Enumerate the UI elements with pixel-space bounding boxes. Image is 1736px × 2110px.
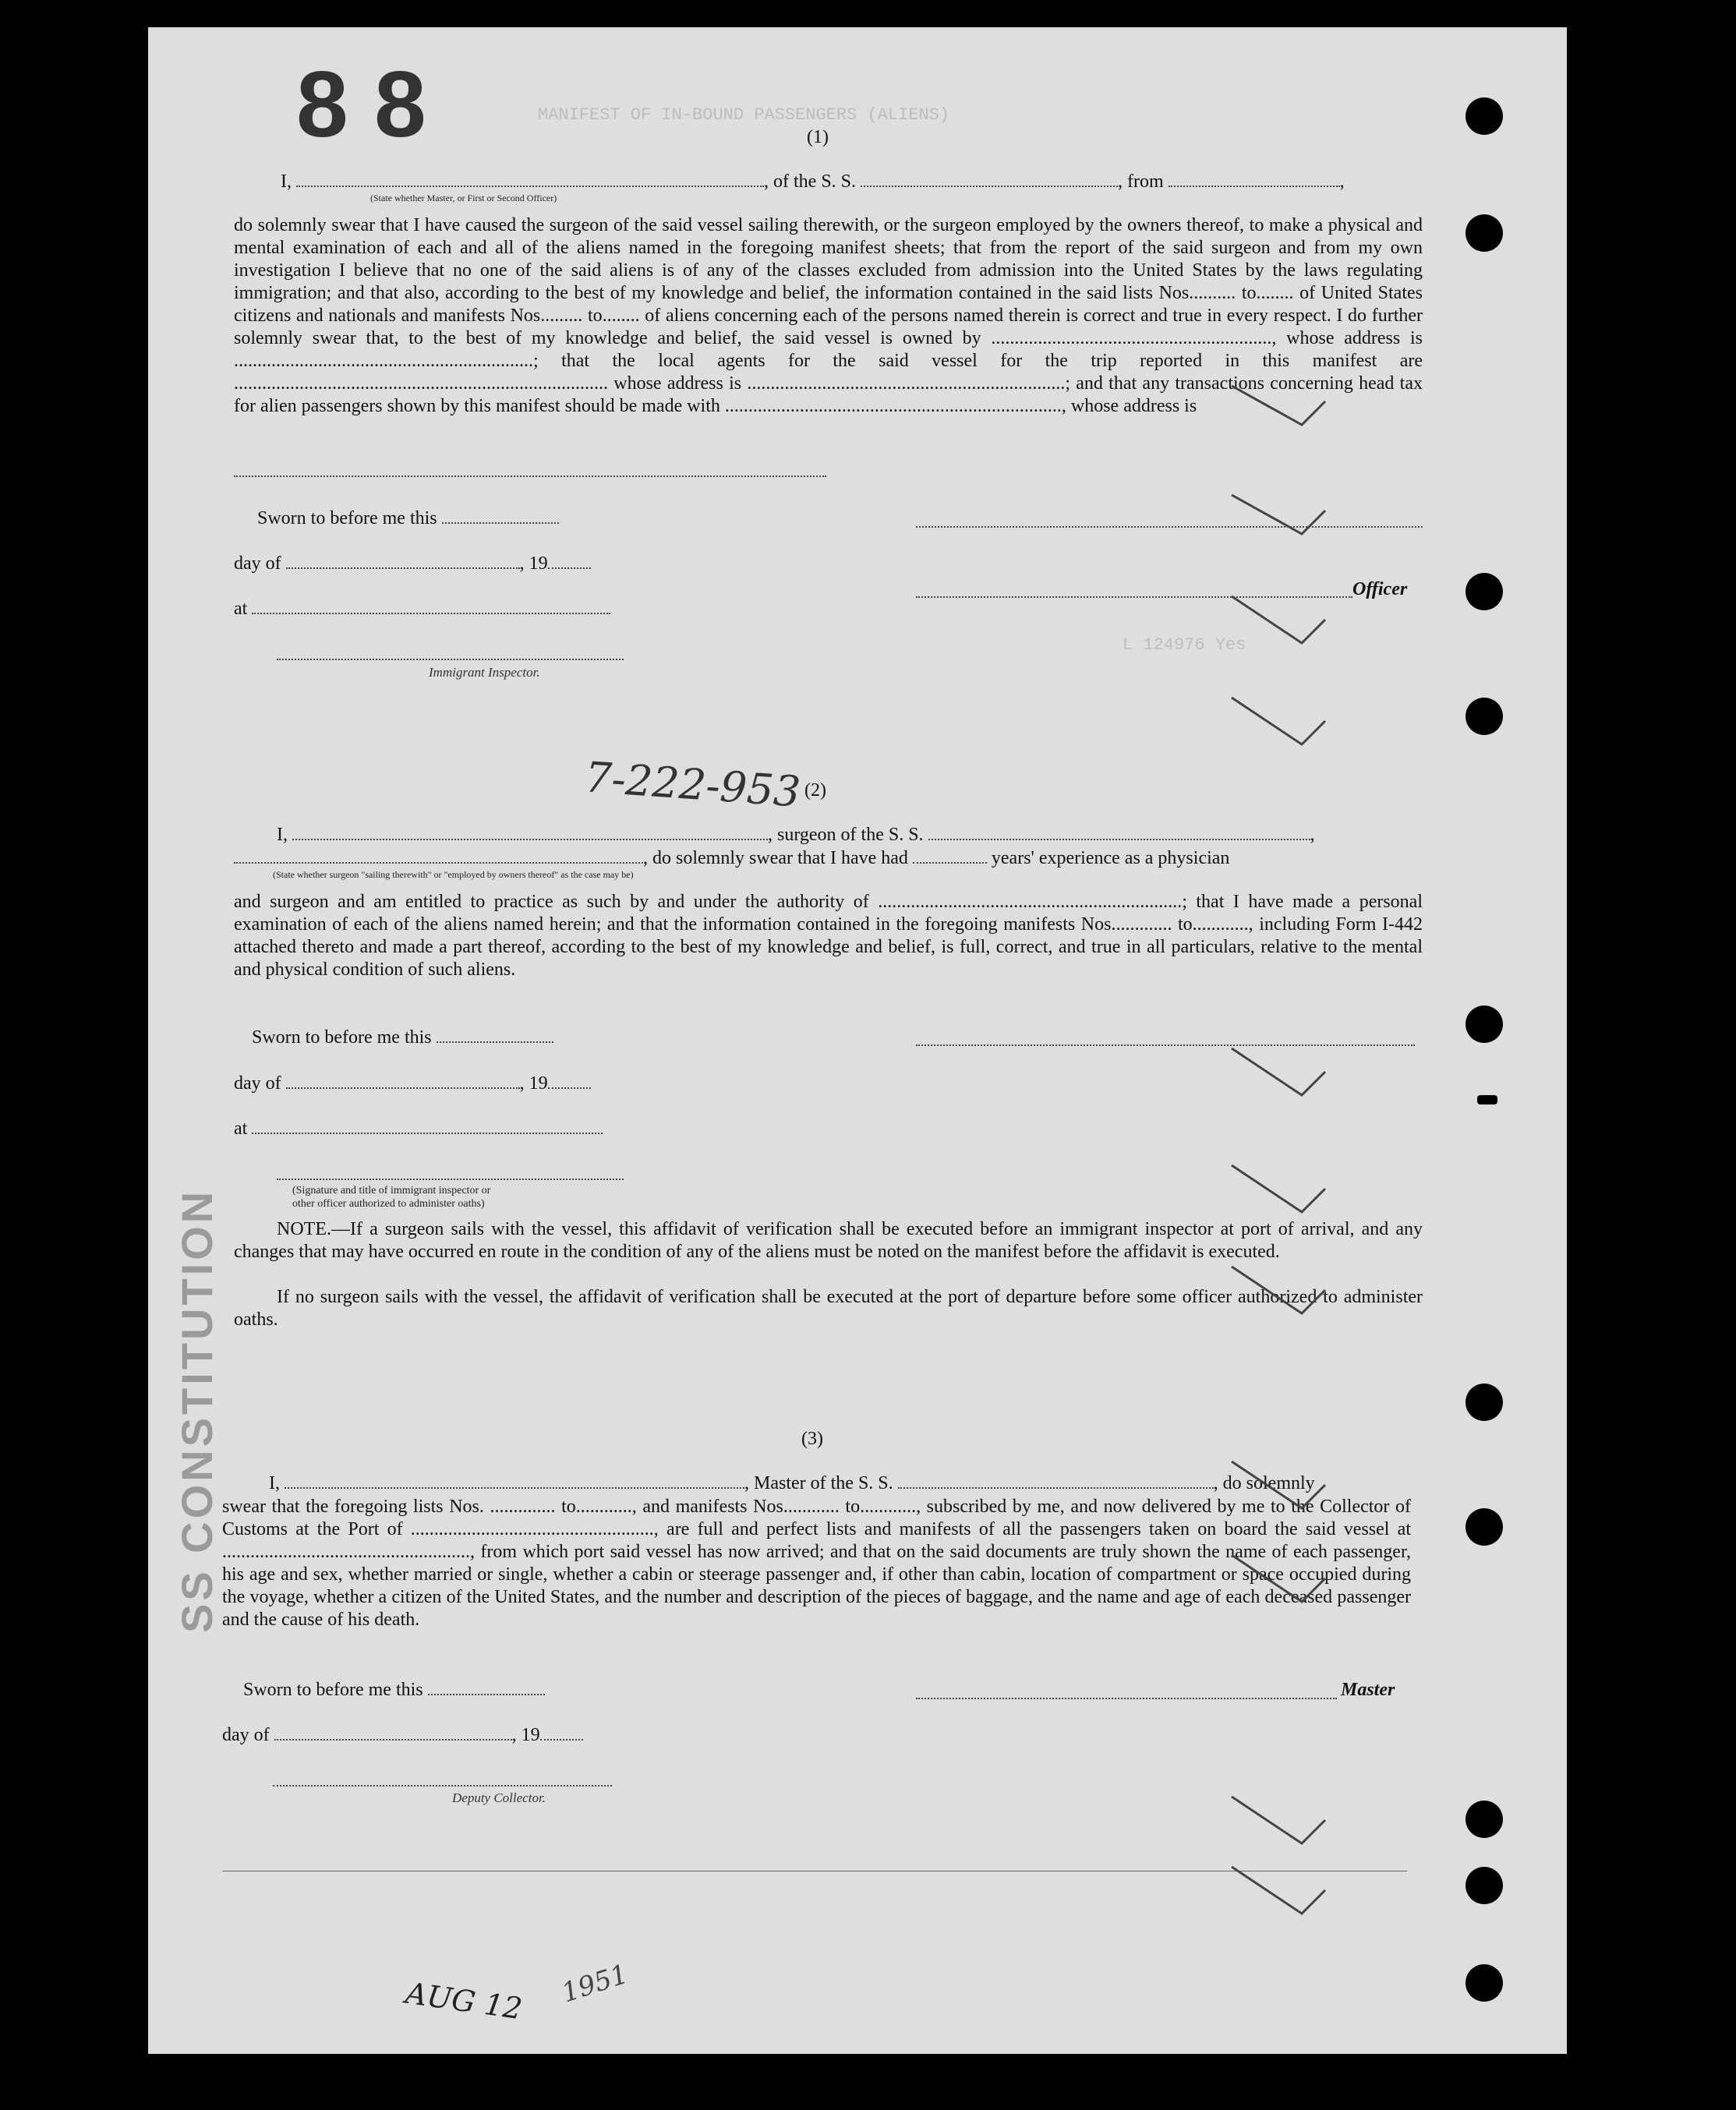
section-1-paragraph: do solemnly swear that I have caused the surgeon of the said vessel sailing therewith, or the surgeon employed by the owners thereof, to make a physical and mental examination of each and all of the aliens named in the foregoing manifest sheets; that from the report of the said surgeon and from my own investigation I believe that no one of the said aliens is of any of the classes excluded from admission into the United States by the laws regulating immigration; and that also, according to the best of my knowledge and belief, the information contained in the said lists Nos.......... to........ of United States citizens and nationals and manifests Nos......... to........ of aliens concerning each of the persons named therein is correct and true in every respect. I do further solemnly swear that, to the best of my knowledge and belief, the said vessel is owned by ............................................................, whose address is ................................................................; that the local agents for the said vessel for the trip reported in this manifest are ................................................................................ whose address is ....................................................................; and that any transactions concerning head tax for alien passengers shown by this manifest should be made with ........................................................................, whose address is bbox=[234, 215, 1423, 416]
agent-address-line bbox=[234, 475, 826, 477]
deputy-collector-label: Deputy Collector. bbox=[452, 1790, 546, 1805]
section-2-paragraph: and surgeon and am entitled to practice as such by and under the authority of .................................................................; that I have made a personal examination of each of the aliens named herein; and that the information contained in the foregoing manifests Nos............. to............, including Form I-442 attached thereto and made a part thereof, according to the best of my knowledge and belief, is full, correct, and true in all particulars, relative to the mental and physical condition of such aliens. bbox=[234, 892, 1423, 980]
punch-hole bbox=[1466, 698, 1503, 735]
section-3-paragraph: swear that the foregoing lists Nos. .............. to............, and manifests Nos............ to............, subscribed by me, and now delivered by me to the Collector of Customs at the Port of ...................................................., are full and perfect lists and manifests of all the passengers taken on board the said vessel at ....................................................., from which port said vessel has now arrived; and that on the said documents are truly shown the name of each passenger, his age and sex, whether married or single, whether a cabin or steerage passenger and, if other than cabin, location of compartment or space occupied during the voyage, whether a citizen of the United States, and the number and description of the pieces of baggage, and the name and age of each deceased passenger and the cause of his death. bbox=[222, 1497, 1411, 1630]
vessel-name-stamp: SS CONSTITUTION bbox=[172, 1188, 221, 1633]
punch-hole bbox=[1466, 1964, 1503, 2002]
section-1-at-line: at bbox=[234, 599, 610, 620]
punch-hole bbox=[1466, 573, 1503, 610]
punch-hole bbox=[1466, 1384, 1503, 1421]
check-marks bbox=[1216, 355, 1466, 1992]
section-2-experience-line: , do solemnly swear that I have had years' experience as a physician bbox=[234, 848, 1229, 869]
bleed-through-text: MANIFEST OF IN-BOUND PASSENGERS (ALIENS) bbox=[538, 105, 950, 125]
section-2-number: (2) bbox=[804, 780, 826, 801]
section-3-number: (3) bbox=[801, 1429, 823, 1449]
section-2-at-line: at bbox=[234, 1119, 603, 1140]
collector-signature-line bbox=[273, 1785, 612, 1787]
punch-hole bbox=[1466, 1006, 1503, 1043]
page-number-stamp: 8 bbox=[296, 52, 348, 157]
section-1-oath-line: I, , of the S. S. , from , bbox=[281, 171, 1345, 192]
handwritten-file-number: 7-222-953 bbox=[583, 752, 802, 817]
bleed-through-text: L 124976 Yes bbox=[1123, 635, 1246, 655]
date-stamp-handwritten: AUG 12 bbox=[403, 1975, 525, 2027]
section-1-number: (1) bbox=[807, 127, 829, 147]
punch-mark bbox=[1477, 1095, 1497, 1104]
surgeon-type-note: (State whether surgeon "sailing therewith" or "employed by owners thereof" as the case may be) bbox=[273, 869, 634, 880]
note-text: —If a surgeon sails with the vessel, this affidavit of verification shall be executed before an immigrant inspector at port of arrival, and any changes that may have occurred en route in the condition of any of the aliens must be noted on the manifest before the affidavit is executed. bbox=[234, 1219, 1423, 1262]
section-2-signature-line bbox=[277, 1179, 624, 1180]
year-stamp: 1951 bbox=[557, 1958, 632, 2009]
punch-hole bbox=[1466, 214, 1503, 252]
section-2-oath-line: I, , surgeon of the S. S. , bbox=[277, 825, 1315, 845]
master-label: Master bbox=[1341, 1680, 1395, 1700]
punch-hole bbox=[1466, 1867, 1503, 1904]
officer-rank-note: (State whether Master, or First or Second Officer) bbox=[370, 193, 557, 203]
section-3-oath-line: I, , Master of the S. S. , do solemnly bbox=[269, 1473, 1315, 1493]
section-2-day-line: day of , 19 bbox=[234, 1073, 591, 1094]
no-surgeon-note: If no surgeon sails with the vessel, the affidavit of verification shall be executed at the port of departure before some officer authorized to administer oaths. bbox=[234, 1287, 1423, 1330]
punch-hole bbox=[1466, 1801, 1503, 1838]
section-1-sworn-line: Sworn to before me this bbox=[257, 508, 559, 529]
punch-hole bbox=[1466, 1508, 1503, 1546]
section-3-day-line: day of , 19 bbox=[222, 1725, 583, 1746]
section-2-sworn-line: Sworn to before me this bbox=[252, 1027, 553, 1048]
inspector-signature-line bbox=[277, 659, 624, 660]
punch-hole bbox=[1466, 97, 1503, 135]
section-3-sworn-line: Sworn to before me this bbox=[243, 1680, 545, 1701]
manifest-page bbox=[148, 27, 1567, 2054]
note-label: NOTE. bbox=[277, 1219, 331, 1239]
page-number-stamp-2: 8 bbox=[374, 52, 426, 157]
signature-title-note-1: (Signature and title of immigrant inspector or bbox=[292, 1185, 491, 1196]
section-1-day-line: day of , 19 bbox=[234, 553, 591, 574]
officer-label: Officer bbox=[1352, 579, 1408, 599]
signature-title-note-2: other officer authorized to administer oaths) bbox=[292, 1198, 485, 1210]
immigrant-inspector-label: Immigrant Inspector. bbox=[429, 665, 540, 680]
